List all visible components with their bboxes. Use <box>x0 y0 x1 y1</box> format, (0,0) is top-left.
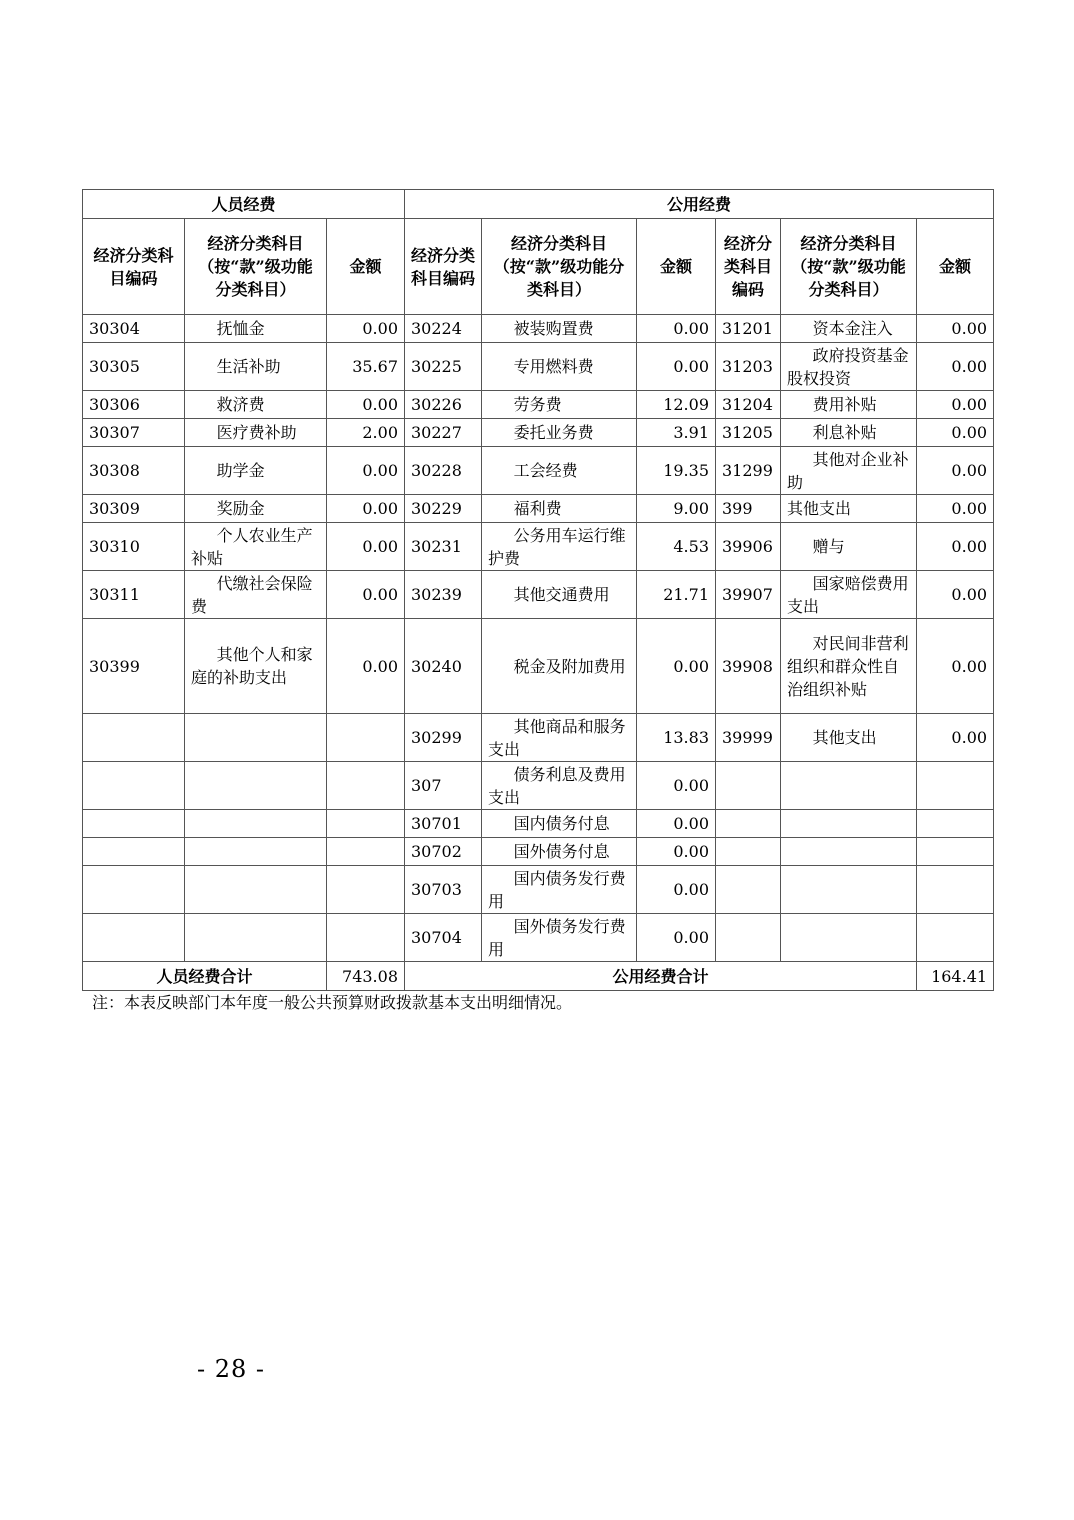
col-header-p-code: 经济分类科目编码 <box>83 219 185 315</box>
cell-g1-amount: 13.83 <box>637 714 716 762</box>
cell-p-amount: 35.67 <box>327 343 405 391</box>
table-row <box>83 866 994 914</box>
cell-p-amount <box>327 714 405 762</box>
cell-g1-name: 公务用车运行维护费 <box>482 523 637 571</box>
cell-g1-code: 30227 <box>405 419 482 447</box>
cell-p-amount: 0.00 <box>327 495 405 523</box>
cell-p-name: 救济费 <box>185 391 327 419</box>
table-row <box>83 714 994 762</box>
cell-p-code <box>83 914 185 962</box>
cell-g1-code: 307 <box>405 762 482 810</box>
cell-g2-code: 39907 <box>716 571 781 619</box>
cell-g1-code: 30239 <box>405 571 482 619</box>
cell-g2-name <box>781 866 917 914</box>
col-header-g2-code: 经济分类科目编码 <box>716 219 781 315</box>
col-header-g2-name: 经济分类科目（按“款”级功能分类科目） <box>781 219 917 315</box>
cell-p-code <box>83 714 185 762</box>
cell-g1-name: 税金及附加费用 <box>482 619 637 714</box>
cell-g1-amount: 4.53 <box>637 523 716 571</box>
cell-g1-amount: 0.00 <box>637 810 716 838</box>
cell-g1-amount: 21.71 <box>637 571 716 619</box>
cell-g2-name <box>781 914 917 962</box>
cell-g2-code <box>716 914 781 962</box>
table-row <box>83 447 994 495</box>
cell-g2-code: 31204 <box>716 391 781 419</box>
cell-p-code: 30311 <box>83 571 185 619</box>
col-header-g1-amount: 金额 <box>637 219 716 315</box>
cell-g2-amount: 0.00 <box>917 315 994 343</box>
cell-g2-code: 399 <box>716 495 781 523</box>
cell-p-amount: 0.00 <box>327 523 405 571</box>
cell-p-name: 个人农业生产补贴 <box>185 523 327 571</box>
cell-g2-amount <box>917 914 994 962</box>
cell-g1-amount: 0.00 <box>637 343 716 391</box>
cell-g2-name: 政府投资基金股权投资 <box>781 343 917 391</box>
cell-g2-code: 39906 <box>716 523 781 571</box>
cell-g1-code: 30225 <box>405 343 482 391</box>
cell-p-code: 30310 <box>83 523 185 571</box>
group-header-public: 公用经费 <box>405 190 994 219</box>
cell-g1-amount: 3.91 <box>637 419 716 447</box>
cell-p-amount: 0.00 <box>327 391 405 419</box>
cell-p-code: 30399 <box>83 619 185 714</box>
page-number: - 28 - <box>197 1355 266 1383</box>
cell-p-code: 30309 <box>83 495 185 523</box>
cell-g1-code: 30229 <box>405 495 482 523</box>
cell-g1-amount: 12.09 <box>637 391 716 419</box>
col-header-g2-amount: 金额 <box>917 219 994 315</box>
cell-g2-code: 31205 <box>716 419 781 447</box>
cell-g2-name <box>781 838 917 866</box>
basic-expenditure-table <box>82 189 994 991</box>
cell-p-amount <box>327 838 405 866</box>
cell-g1-amount: 0.00 <box>637 619 716 714</box>
cell-g2-code: 39999 <box>716 714 781 762</box>
cell-g1-code: 30702 <box>405 838 482 866</box>
cell-g2-name: 国家赔偿费用支出 <box>781 571 917 619</box>
personnel-total-label: 人员经费合计 <box>83 962 327 991</box>
cell-g1-code: 30231 <box>405 523 482 571</box>
cell-g1-code: 30704 <box>405 914 482 962</box>
cell-g2-amount: 0.00 <box>917 343 994 391</box>
cell-g1-amount: 0.00 <box>637 762 716 810</box>
group-header-personnel: 人员经费 <box>83 190 405 219</box>
cell-p-name <box>185 810 327 838</box>
cell-g2-code <box>716 762 781 810</box>
cell-p-name: 抚恤金 <box>185 315 327 343</box>
cell-g2-name: 其他支出 <box>781 714 917 762</box>
cell-p-name: 医疗费补助 <box>185 419 327 447</box>
table-row <box>83 838 994 866</box>
cell-g2-name: 利息补贴 <box>781 419 917 447</box>
cell-g1-code: 30224 <box>405 315 482 343</box>
public-total-value: 164.41 <box>917 962 994 991</box>
cell-g2-amount <box>917 810 994 838</box>
public-total-label: 公用经费合计 <box>405 962 917 991</box>
table-row <box>83 315 994 343</box>
cell-g1-code: 30299 <box>405 714 482 762</box>
cell-g2-amount <box>917 866 994 914</box>
cell-g2-name: 资本金注入 <box>781 315 917 343</box>
cell-g2-name: 赠与 <box>781 523 917 571</box>
cell-g2-code: 31203 <box>716 343 781 391</box>
cell-p-name: 生活补助 <box>185 343 327 391</box>
cell-g1-code: 30228 <box>405 447 482 495</box>
cell-g2-code: 39908 <box>716 619 781 714</box>
cell-g2-amount: 0.00 <box>917 523 994 571</box>
cell-p-code: 30304 <box>83 315 185 343</box>
cell-g1-amount: 9.00 <box>637 495 716 523</box>
cell-g2-amount <box>917 838 994 866</box>
cell-g1-name: 其他交通费用 <box>482 571 637 619</box>
cell-g2-amount: 0.00 <box>917 419 994 447</box>
cell-g1-amount: 0.00 <box>637 866 716 914</box>
table-row <box>83 495 994 523</box>
cell-g1-amount: 19.35 <box>637 447 716 495</box>
cell-p-amount: 0.00 <box>327 619 405 714</box>
cell-p-code <box>83 866 185 914</box>
cell-g1-name: 国内债务付息 <box>482 810 637 838</box>
cell-g2-name: 其他支出 <box>781 495 917 523</box>
cell-p-code: 30306 <box>83 391 185 419</box>
cell-g1-code: 30703 <box>405 866 482 914</box>
cell-p-code <box>83 762 185 810</box>
cell-p-amount <box>327 866 405 914</box>
cell-p-code: 30308 <box>83 447 185 495</box>
cell-g2-amount: 0.00 <box>917 391 994 419</box>
cell-p-code: 30305 <box>83 343 185 391</box>
cell-g1-amount: 0.00 <box>637 914 716 962</box>
cell-g1-name: 国内债务发行费用 <box>482 866 637 914</box>
cell-g1-code: 30701 <box>405 810 482 838</box>
table-row <box>83 391 994 419</box>
cell-p-name: 代缴社会保险费 <box>185 571 327 619</box>
cell-p-name <box>185 714 327 762</box>
table-row <box>83 914 994 962</box>
cell-g2-amount <box>917 762 994 810</box>
cell-g1-name: 国外债务付息 <box>482 838 637 866</box>
cell-p-name: 其他个人和家庭的补助支出 <box>185 619 327 714</box>
cell-g2-code <box>716 866 781 914</box>
col-header-g1-code: 经济分类科目编码 <box>405 219 482 315</box>
col-header-p-name: 经济分类科目（按“款”级功能分类科目） <box>185 219 327 315</box>
cell-g1-code: 30226 <box>405 391 482 419</box>
cell-g1-amount: 0.00 <box>637 838 716 866</box>
cell-g2-code <box>716 838 781 866</box>
table-row <box>83 523 994 571</box>
cell-g2-amount: 0.00 <box>917 571 994 619</box>
cell-g2-amount: 0.00 <box>917 447 994 495</box>
cell-g2-name: 费用补贴 <box>781 391 917 419</box>
cell-g2-amount: 0.00 <box>917 714 994 762</box>
cell-p-amount: 2.00 <box>327 419 405 447</box>
cell-p-amount <box>327 810 405 838</box>
cell-g1-amount: 0.00 <box>637 315 716 343</box>
cell-g2-code: 31201 <box>716 315 781 343</box>
table-note: 注：本表反映部门本年度一般公共预算财政拨款基本支出明细情况。 <box>92 993 573 1012</box>
col-header-p-amount: 金额 <box>327 219 405 315</box>
cell-p-name: 奖励金 <box>185 495 327 523</box>
cell-p-name <box>185 866 327 914</box>
cell-g1-name: 工会经费 <box>482 447 637 495</box>
cell-p-name <box>185 838 327 866</box>
cell-g2-name: 对民间非营利组织和群众性自治组织补贴 <box>781 619 917 714</box>
table-row <box>83 762 994 810</box>
cell-p-amount: 0.00 <box>327 571 405 619</box>
personnel-total-value: 743.08 <box>327 962 405 991</box>
cell-g1-code: 30240 <box>405 619 482 714</box>
cell-g1-name: 福利费 <box>482 495 637 523</box>
cell-p-name <box>185 762 327 810</box>
cell-g1-name: 国外债务发行费用 <box>482 914 637 962</box>
cell-p-amount <box>327 914 405 962</box>
cell-p-code <box>83 810 185 838</box>
table-row <box>83 619 994 714</box>
table-row <box>83 571 994 619</box>
cell-p-name <box>185 914 327 962</box>
cell-g2-amount: 0.00 <box>917 495 994 523</box>
table-row <box>83 810 994 838</box>
table-row <box>83 419 994 447</box>
cell-g1-name: 专用燃料费 <box>482 343 637 391</box>
cell-p-amount: 0.00 <box>327 315 405 343</box>
cell-g2-amount: 0.00 <box>917 619 994 714</box>
col-header-g1-name: 经济分类科目（按“款”级功能分类科目） <box>482 219 637 315</box>
cell-p-amount <box>327 762 405 810</box>
cell-p-amount: 0.00 <box>327 447 405 495</box>
cell-p-code: 30307 <box>83 419 185 447</box>
cell-g2-name <box>781 810 917 838</box>
cell-g1-name: 债务利息及费用支出 <box>482 762 637 810</box>
cell-g2-name: 其他对企业补助 <box>781 447 917 495</box>
table-row <box>83 343 994 391</box>
cell-g1-name: 被装购置费 <box>482 315 637 343</box>
cell-p-name: 助学金 <box>185 447 327 495</box>
cell-g1-name: 其他商品和服务支出 <box>482 714 637 762</box>
cell-g1-name: 委托业务费 <box>482 419 637 447</box>
cell-g2-code <box>716 810 781 838</box>
cell-g2-code: 31299 <box>716 447 781 495</box>
cell-p-code <box>83 838 185 866</box>
cell-g2-name <box>781 762 917 810</box>
cell-g1-name: 劳务费 <box>482 391 637 419</box>
